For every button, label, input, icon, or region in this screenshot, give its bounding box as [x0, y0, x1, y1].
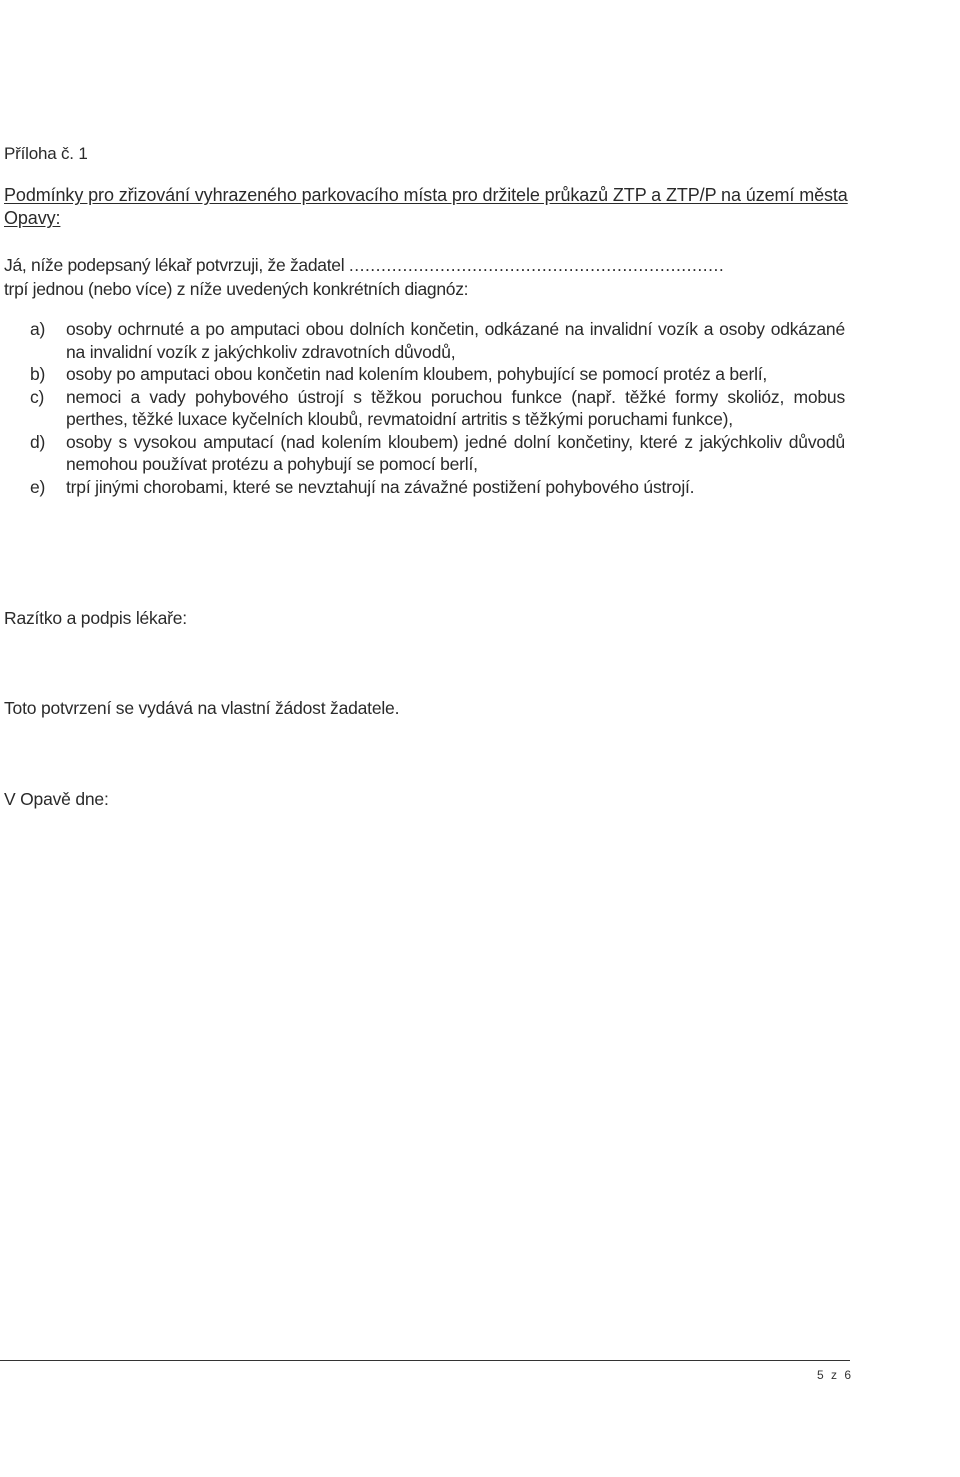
intro-paragraph: [4, 253, 864, 301]
list-item-marker: b): [30, 364, 46, 384]
list-item-marker: c): [30, 386, 45, 407]
place-date-label: V Opavě dne:: [4, 789, 109, 809]
list-item-marker: a): [30, 319, 46, 339]
intro-line-1: Já, níže podepsaný lékař potvrzuji, že žadatel: [4, 255, 345, 275]
list-item: [30, 363, 845, 386]
list-item: [30, 431, 845, 476]
list-item-text: osoby po amputaci obou končetin nad kolením kloubem, pohybující se pomocí protéz a berlí,: [66, 364, 768, 384]
intro-line-2: trpí jednou (nebo více) z níže uvedených konkrétních diagnóz:: [4, 279, 469, 299]
list-item: [30, 476, 845, 499]
page-number: 5 z 6: [817, 1368, 854, 1382]
diagnosis-list: [30, 318, 845, 498]
list-item-marker: d): [30, 431, 46, 452]
stamp-signature-label: Razítko a podpis lékaře:: [4, 608, 187, 628]
annex-label: Příloha č. 1: [4, 144, 88, 163]
list-item-marker: e): [30, 476, 46, 497]
issue-note: Toto potvrzení se vydává na vlastní žádost žadatele.: [4, 698, 400, 718]
document-title: Podmínky pro zřizování vyhrazeného parkovacího místa pro držitele průkazů ZTP a ZTP/P na území města Opavy:: [4, 185, 848, 228]
list-item: [30, 386, 845, 431]
applicant-name-blank: ......................................................................: [348, 255, 725, 275]
list-item-text: trpí jinými chorobami, které se nevztahují na závažné postižení pohybového ústrojí.: [66, 476, 695, 497]
footer-divider: [0, 1360, 850, 1361]
list-item-text: osoby ochrnuté a po amputaci obou dolních končetin, odkázané na invalidní vozík a osoby odkázané na invalidní vozík z jakýchkoliv zdravotních důvodů,: [66, 319, 845, 362]
list-item: [30, 318, 845, 363]
list-item-text: nemoci a vady pohybového ústrojí s těžkou poruchou funkce (např. těžké formy skolióz, mobus perthes, těžké luxace kyčelních kloubů, revmatoidní artritis s těžkými poruchami funkce),: [66, 386, 845, 429]
list-item-text: osoby s vysokou amputací (nad kolením kloubem) jedné dolní končetiny, které z jakýchkoliv důvodů nemohou používat protézu a pohybují se pomocí berlí,: [66, 431, 845, 474]
